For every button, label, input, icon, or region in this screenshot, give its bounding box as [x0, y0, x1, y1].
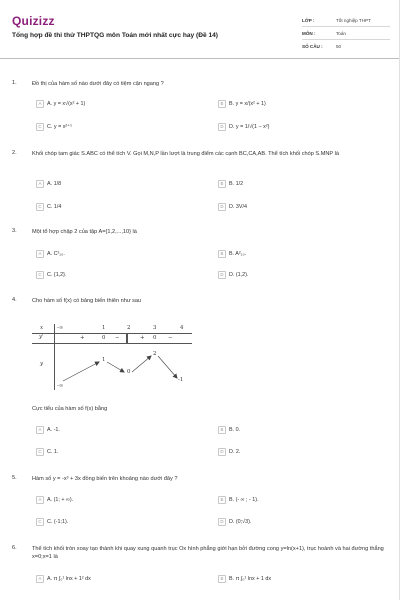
sign: +	[80, 335, 85, 341]
option-letter-box: C	[36, 203, 44, 211]
option-text: A. (1; + ∞).	[47, 496, 74, 503]
meta-info	[302, 14, 390, 53]
option-letter-box: A	[36, 180, 44, 188]
option-letter-box: B	[218, 100, 226, 108]
option-b[interactable]	[218, 179, 243, 188]
question-number: 5.	[12, 475, 17, 481]
question-number: 1.	[12, 80, 17, 86]
option-letter-box: C	[36, 518, 44, 526]
option-letter-box: A	[36, 100, 44, 108]
option-text: C. 1/4	[47, 203, 62, 210]
sign: 0	[102, 335, 106, 341]
decrease-arrow	[158, 356, 177, 378]
option-letter-box: B	[218, 180, 226, 188]
option-text: D. 2.	[229, 448, 241, 455]
sign: −	[115, 335, 120, 341]
option-text: D. 3V/4	[229, 203, 247, 210]
option-letter-box: B	[218, 250, 226, 258]
option-text: A. y = x√(x² + 1)	[47, 100, 86, 107]
option-a[interactable]	[36, 574, 91, 583]
option-b[interactable]	[218, 495, 259, 504]
meta-row-subject	[302, 27, 390, 40]
option-a[interactable]	[36, 425, 60, 434]
option-text: A. -1.	[47, 426, 60, 433]
meta-row-class	[302, 14, 390, 27]
option-text: B. 0.	[229, 426, 241, 433]
option-text: C. (-1;1).	[47, 518, 69, 525]
option-text: C. {1,2}.	[47, 271, 67, 278]
option-letter-box: B	[218, 426, 226, 434]
option-d[interactable]	[218, 202, 247, 211]
meta-row-count	[302, 40, 390, 53]
option-text: B. π ∫₀¹ lnx + 1 dx	[229, 575, 272, 582]
option-c[interactable]	[36, 122, 72, 131]
increase-arrow	[132, 356, 151, 372]
question-text: Thể tích khối tròn xoay tạo thành khi quay xung quanh trục Ox hình phẳng giới hạn bởi đường cong y=ln(x+1), trục hoành và hai đường thẳng x=0;x=1 là	[32, 546, 384, 561]
option-b[interactable]	[218, 574, 271, 583]
option-letter-box: D	[218, 203, 226, 211]
option-text: B. 1/2	[229, 180, 244, 187]
option-b[interactable]	[218, 99, 266, 108]
option-text: C. y = x²⁺¹	[47, 123, 72, 130]
question-text: Hàm số y = -x³ + 3x đồng biến trên khoảng nào dưới đây ?	[32, 476, 178, 482]
option-text: A. C²₁₀.	[47, 250, 65, 257]
meta-value: Tốt nghiệp THPT	[336, 17, 371, 23]
option-letter-box: D	[218, 518, 226, 526]
option-text: B. A²₁₀.	[229, 250, 247, 257]
x-value: 3	[153, 325, 157, 331]
option-d[interactable]	[218, 517, 251, 526]
yprime-label: y'	[39, 334, 44, 340]
option-text: B. (- ∞ ; - 1).	[229, 496, 259, 503]
decrease-arrow	[107, 362, 124, 372]
option-letter-box: D	[218, 123, 226, 131]
option-c[interactable]	[36, 447, 58, 456]
meta-value: 50	[336, 44, 342, 49]
option-letter-box: C	[36, 123, 44, 131]
option-a[interactable]	[36, 249, 65, 258]
option-a[interactable]	[36, 495, 73, 504]
question-number: 6.	[12, 545, 17, 551]
meta-value: Toán	[336, 30, 346, 36]
document-title: Tổng hợp đề thi thử THPTQG môn Toán mới nhất cực hay (Đề 14)	[12, 32, 218, 39]
option-a[interactable]	[36, 179, 61, 188]
question-number: 4.	[12, 297, 17, 303]
option-letter-box: B	[218, 496, 226, 504]
y-label: y	[40, 361, 44, 367]
option-b[interactable]	[218, 249, 246, 258]
x-value: 2	[127, 325, 131, 331]
question-text: Đồ thị của hàm số nào dưới đây có tiệm cận ngang ?	[32, 81, 164, 87]
y-value: -1	[178, 377, 184, 383]
option-c[interactable]	[36, 270, 66, 279]
option-letter-box: A	[36, 496, 44, 504]
x-value: 1	[102, 325, 106, 331]
variation-arrows	[32, 324, 192, 390]
option-text: A. 1/8	[47, 180, 62, 187]
option-text: A. π ∫₀¹ lnx + 1² dx	[47, 575, 91, 582]
y-value: 2	[153, 351, 157, 357]
option-text: B. y = x/(x² + 1)	[229, 100, 266, 107]
option-text: C. 1.	[47, 448, 59, 455]
option-d[interactable]	[218, 447, 240, 456]
y-value: 0	[127, 369, 131, 375]
option-letter-box: A	[36, 250, 44, 258]
question-text: Cho hàm số f(x) có bảng biến thiên như sau	[32, 298, 142, 304]
option-text: D. y = 1/√(1 − x²)	[229, 123, 270, 130]
option-a[interactable]	[36, 99, 85, 108]
option-letter-box: A	[36, 426, 44, 434]
question-text: Một tổ hợp chập 2 của tập A={1,2,...,10} là	[32, 229, 137, 235]
option-d[interactable]	[218, 122, 269, 131]
option-letter-box: C	[36, 271, 44, 279]
option-letter-box: D	[218, 271, 226, 279]
option-letter-box: D	[218, 448, 226, 456]
meta-label: MÔN :	[302, 30, 316, 36]
option-c[interactable]	[36, 517, 68, 526]
sign: −	[168, 335, 173, 341]
question-text: Khối chóp tam giác S.ABC có thể tích V. Gọi M,N,P lần lượt là trung điểm các cạnh BC,CA,AB. Thể tích khối chóp S.MNP là	[32, 151, 339, 157]
sign: 0	[153, 335, 157, 341]
option-text: D. (0;√3).	[229, 518, 252, 525]
increase-arrow	[63, 362, 99, 381]
x-value: -∞	[57, 325, 64, 331]
option-letter-box: A	[36, 575, 44, 583]
option-d[interactable]	[218, 270, 248, 279]
x-value: 4	[180, 325, 184, 331]
option-c[interactable]	[36, 202, 61, 211]
option-letter-box: C	[36, 448, 44, 456]
header-divider	[0, 58, 400, 59]
question-number: 3.	[12, 228, 17, 234]
sign: +	[140, 335, 145, 341]
option-text: D. (1,2).	[229, 271, 249, 278]
x-label: x	[40, 325, 44, 331]
question-followup-text: Cực tiểu của hàm số f(x) bằng	[32, 406, 108, 412]
y-value: -∞	[57, 383, 64, 389]
variation-table	[32, 324, 192, 390]
quizizz-logo: Quizizz	[12, 14, 55, 28]
meta-label: LỚP :	[302, 17, 315, 23]
y-value: 1	[102, 357, 106, 363]
question-number: 2.	[12, 150, 17, 156]
meta-label: SỐ CÂU :	[302, 44, 323, 49]
option-letter-box: B	[218, 575, 226, 583]
option-b[interactable]	[218, 425, 240, 434]
